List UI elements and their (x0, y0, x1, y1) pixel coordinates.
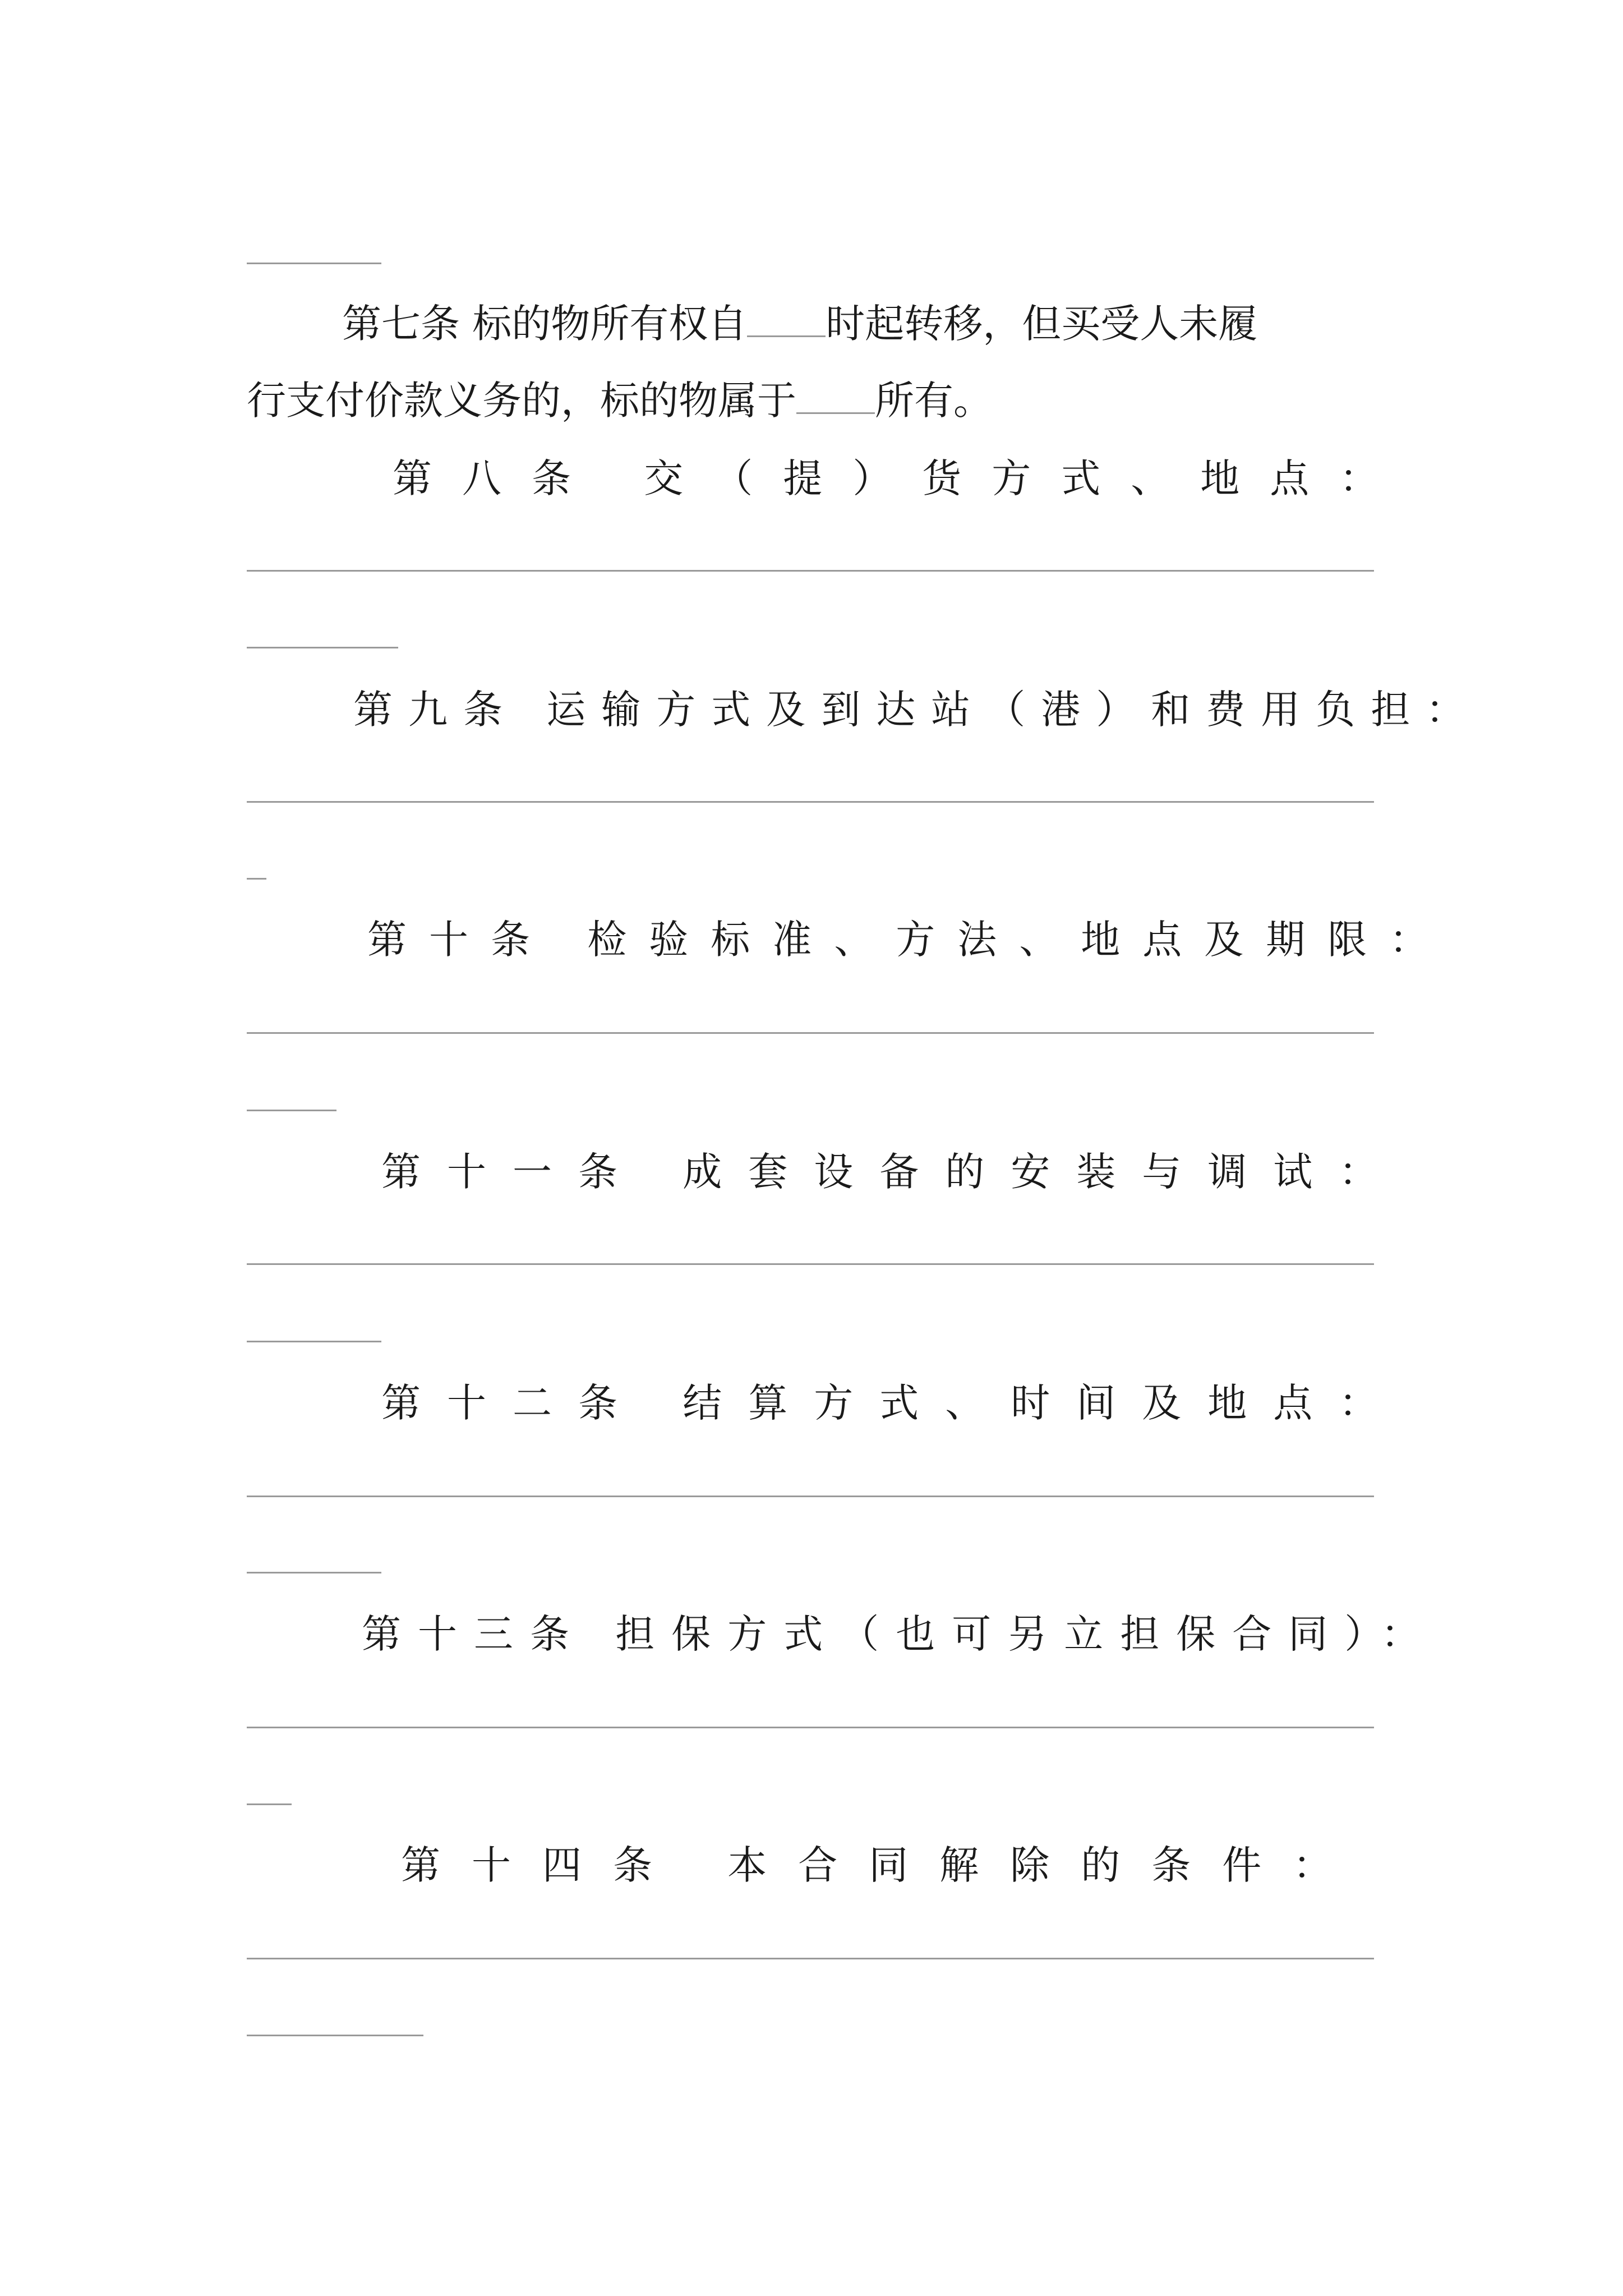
blank-line-full (247, 1496, 1374, 1497)
article-8-heading: 第八条 交（提）货方式、地点： (393, 455, 1409, 501)
article-7-text-d: 所有。 (875, 378, 993, 424)
article-12-heading: 第十二条 结算方式、时间及地点： (381, 1380, 1405, 1426)
blank-line-full (247, 570, 1374, 572)
article-9-heading: 第九条 运输方式及到达站（港）和费用负担： (353, 687, 1481, 733)
article-11-heading: 第十一条 成套设备的安装与调试： (381, 1149, 1405, 1195)
blank-line-short (247, 1341, 381, 1342)
blank-line-short (247, 878, 266, 880)
article-7-line-2 (247, 373, 993, 426)
blank-line-short (247, 647, 398, 648)
blank-line-short (247, 263, 381, 264)
blank-line-short (247, 1572, 381, 1573)
blank-line-full (247, 1032, 1374, 1034)
blank-line-full (247, 1727, 1374, 1728)
blank-line-full (247, 1958, 1374, 1959)
blank-line-full (247, 801, 1374, 803)
article-7-text-b: 时起转移，但买受人未履 (826, 301, 1258, 347)
blank-line-short (247, 2035, 423, 2036)
article-7-text-c: 行支付价款义务的，标的物属于 (247, 378, 796, 424)
article-7-text-a: 第七条 标的物所有权自 (342, 301, 748, 347)
blank-field (796, 373, 875, 414)
article-14-heading: 第十四条 本合同解除的条件： (401, 1842, 1364, 1888)
blank-line-short (247, 1110, 336, 1111)
article-10-heading: 第十条 检验标准、方法、地点及期限： (367, 917, 1451, 963)
blank-line-full (247, 1263, 1374, 1265)
blank-field (747, 296, 826, 337)
article-7-line-1 (342, 296, 1257, 349)
article-13-heading: 第十三条 担保方式（也可另立担保合同）： (362, 1611, 1437, 1657)
blank-line-short (247, 1803, 292, 1805)
